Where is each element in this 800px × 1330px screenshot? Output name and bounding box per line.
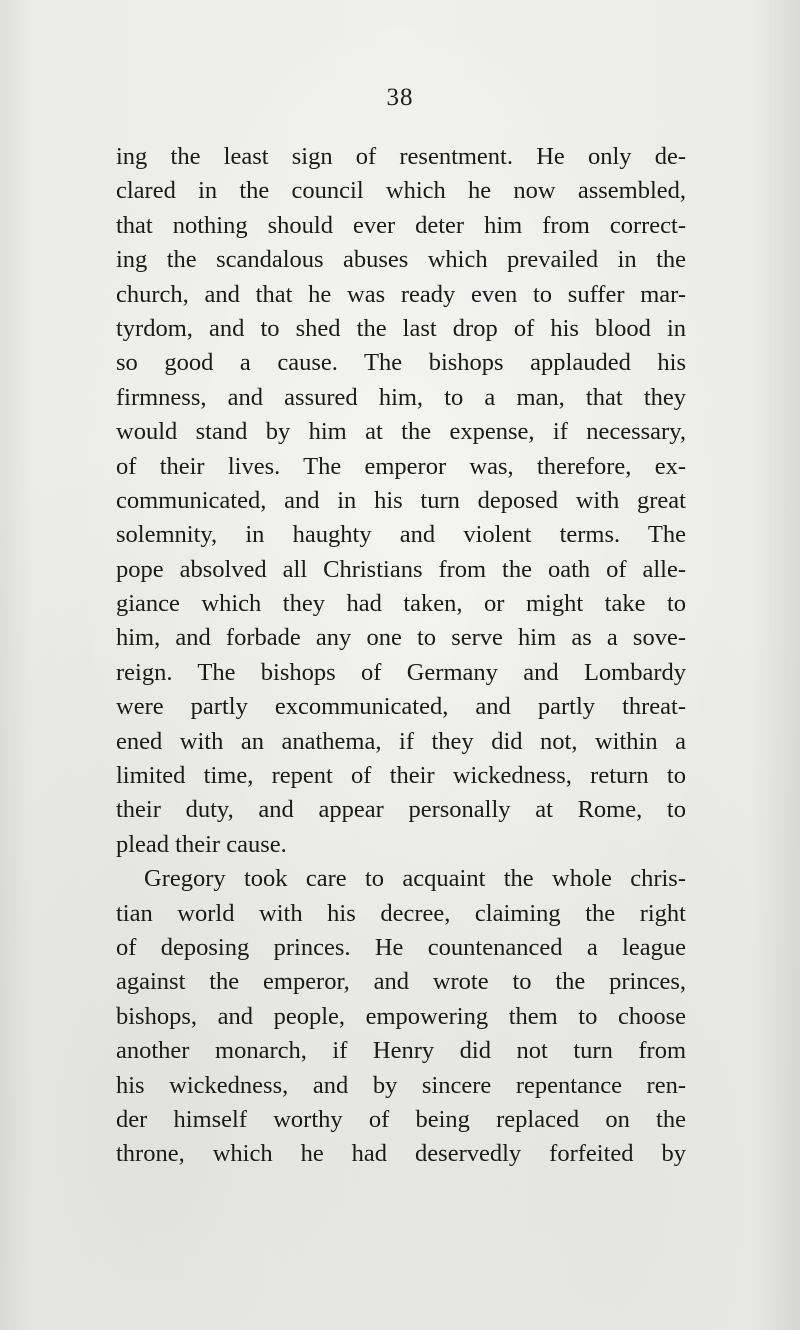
text-line: reign. The bishops of Germany and Lombardy xyxy=(116,658,686,686)
text-line: throne, which he had deservedly forfeited by xyxy=(116,1140,686,1168)
text-line: firmness, and assured him, to a man, that they xyxy=(116,383,686,411)
text-line: ened with an anathema, if they did not, within a xyxy=(116,727,686,755)
text-line: another monarch, if Henry did not turn from xyxy=(116,1037,686,1065)
paragraph xyxy=(116,862,686,1172)
text-line: solemnity, in haughty and violent terms. The xyxy=(116,521,686,549)
text-line: of deposing princes. He countenanced a league xyxy=(116,933,686,961)
text-line: church, and that he was ready even to suffer mar- xyxy=(116,280,686,308)
text-line: ing the scandalous abuses which prevailed in the xyxy=(116,246,686,274)
paragraph xyxy=(116,140,686,862)
text-line: would stand by him at the expense, if necessary, xyxy=(116,418,686,446)
text-line: bishops, and people, empowering them to choose xyxy=(116,1002,686,1030)
page-number: 38 xyxy=(386,84,414,111)
text-line: pope absolved all Christians from the oath of alle- xyxy=(116,555,686,583)
text-line: against the emperor, and wrote to the princes, xyxy=(116,968,686,996)
text-line: were partly excommunicated, and partly threat- xyxy=(116,693,686,721)
text-line: of their lives. The emperor was, therefore, ex- xyxy=(116,452,686,480)
text-line: him, and forbade any one to serve him as a sove- xyxy=(116,624,686,652)
text-line: his wickedness, and by sincere repentance ren- xyxy=(116,1071,686,1099)
text-line: limited time, repent of their wickedness, return to xyxy=(116,762,686,790)
text-line: plead their cause. xyxy=(116,830,287,858)
text-line: so good a cause. The bishops applauded his xyxy=(116,349,686,377)
text-line: Gregory took care to acquaint the whole chris- xyxy=(144,865,686,893)
text-line: their duty, and appear personally at Rome, to xyxy=(116,796,686,824)
text-line: tyrdom, and to shed the last drop of his blood in xyxy=(116,314,686,342)
text-line: tian world with his decree, claiming the right xyxy=(116,899,686,927)
text-line: clared in the council which he now assembled, xyxy=(116,177,686,205)
text-line: ing the least sign of resentment. He only de- xyxy=(116,143,686,170)
body-text xyxy=(116,140,686,1172)
text-line: communicated, and in his turn deposed with great xyxy=(116,486,686,514)
text-line: giance which they had taken, or might take to xyxy=(116,590,686,618)
text-line: der himself worthy of being replaced on the xyxy=(116,1105,686,1133)
text-line: that nothing should ever deter him from correct- xyxy=(116,211,686,239)
